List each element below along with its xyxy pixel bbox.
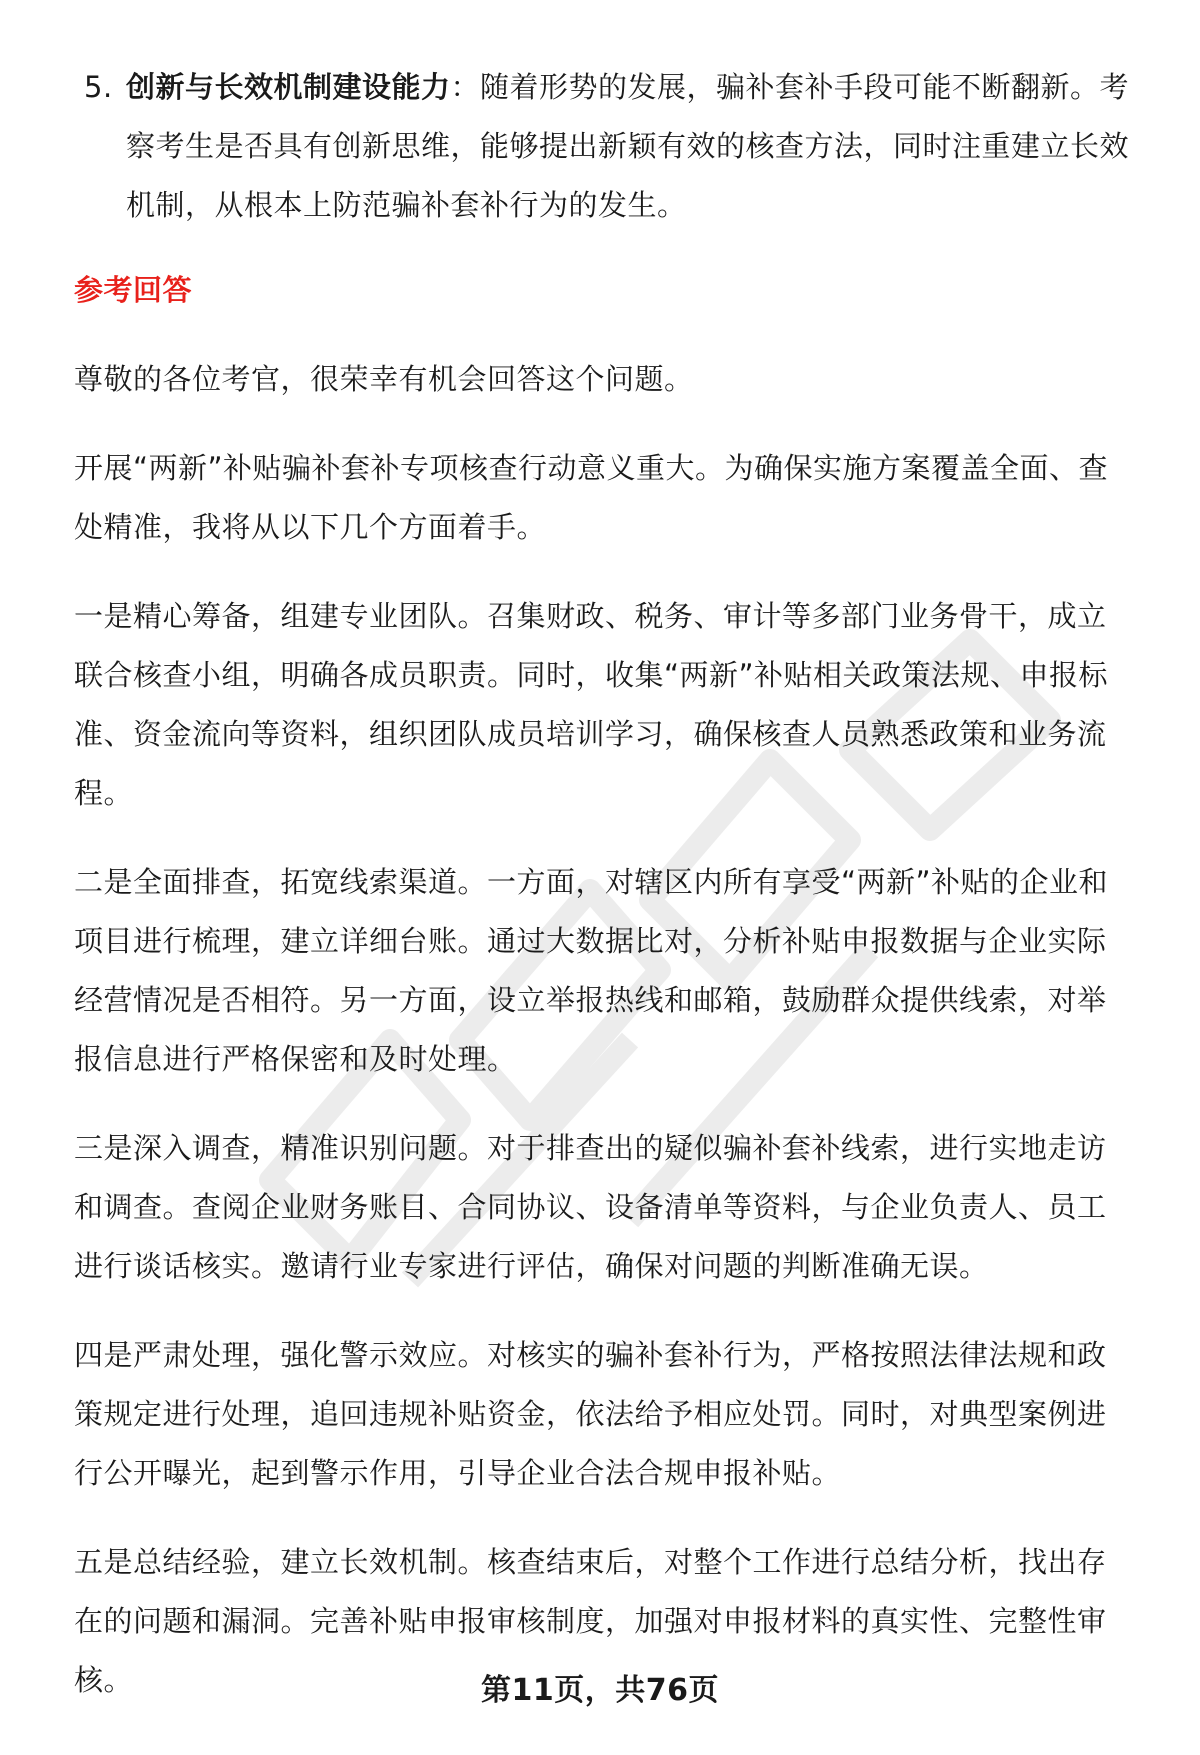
section-title: 参考回答 bbox=[74, 273, 193, 307]
page-footer: 第11页，共76页 bbox=[481, 1673, 719, 1708]
list-item bbox=[74, 58, 1134, 235]
paragraph: 四是严肃处理，强化警示效应。对核实的骗补套补行为，严格按照法律法规和政策规定进行处理，追回违规补贴资金，依法给予相应处罚。同时，对典型案例进行公开曝光，起到警示作用，引导企业合法合规申报补贴。 bbox=[74, 1338, 1107, 1490]
paragraph: 二是全面排查，拓宽线索渠道。一方面，对辖区内所有享受“两新”补贴的企业和项目进行梳理，建立详细台账。通过大数据比对，分析补贴申报数据与企业实际经营情况是否相符。另一方面，设立举报热线和邮箱，鼓励群众提供线索，对举报信息进行严格保密和及时处理。 bbox=[74, 865, 1109, 1076]
document-content bbox=[74, 58, 1134, 1740]
list-item-title: 创新与长效机制建设能力 bbox=[126, 70, 451, 104]
paragraph: 一是精心筹备，组建专业团队。召集财政、税务、审计等多部门业务骨干，成立联合核查小组，明确各成员职责。同时，收集“两新”补贴相关政策法规、申报标准、资金流向等资料，组织团队成员培训学习，确保核查人员熟悉政策和业务流程。 bbox=[74, 599, 1109, 810]
list-item-text: 随着形势的发展，骗补套补手段可能不断翻新。考察考生是否具有创新思维，能够提出新颖有效的核查方法，同时注重建立长效机制，从根本上防范骗补套补行为的发生。 bbox=[126, 70, 1130, 222]
list-number: 5. bbox=[84, 70, 113, 104]
paragraph: 开展“两新”补贴骗补套补专项核查行动意义重大。为确保实施方案覆盖全面、查处精准，我将从以下几个方面着手。 bbox=[74, 451, 1109, 544]
list-item-separator: ： bbox=[450, 70, 481, 104]
paragraph: 五是总结经验，建立长效机制。核查结束后，对整个工作进行总结分析，找出存在的问题和漏洞。完善补贴申报审核制度，加强对申报材料的真实性、完整性审核。 bbox=[74, 1545, 1107, 1697]
paragraph: 尊敬的各位考官，很荣幸有机会回答这个问题。 bbox=[74, 362, 694, 396]
list-item-body bbox=[126, 58, 1134, 235]
paragraph: 三是深入调查，精准识别问题。对于排查出的疑似骗补套补线索，进行实地走访和调查。查阅企业财务账目、合同协议、设备清单等资料，与企业负责人、员工进行谈话核实。邀请行业专家进行评估，确保对问题的判断准确无误。 bbox=[74, 1131, 1107, 1283]
